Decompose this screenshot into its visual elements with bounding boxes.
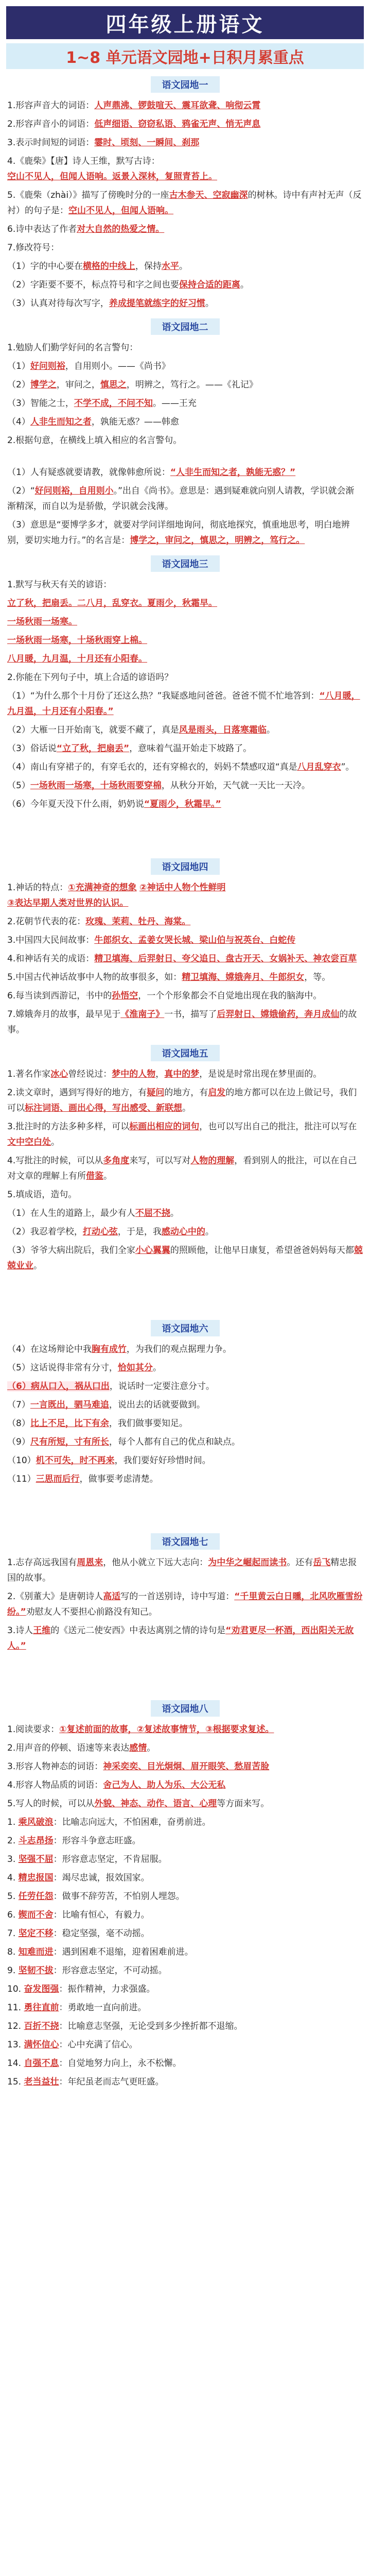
word-item: 2. 斗志昂扬：形容斗争意志旺盛。 [7,1836,141,1846]
question: （10）机不可失，时不再来，我们要好好珍惜时间。 [7,1455,211,1466]
word-item: 4. 精忠报国：竭尽忠诚，报效国家。 [7,1873,150,1883]
question: 1.神话的特点：①充满神奇的想象 ②神话中人物个性鲜明 ③表达早期人类对世界的认识。 [7,883,226,908]
question: （1）好问则裕，自用则小。——《尚书》 [7,361,170,371]
question: 2.用声音的停顿、语速等来表达感情。 [7,1743,156,1753]
proverb-line: 立了秋，把扇丢。二八月，乱穿衣。夏雨少，秋霜早。 [7,598,217,608]
section-heading: 语文园地五 [7,1045,363,1061]
question: （2）大雁一日开始南飞，就要不藏了，真是风是雨头，日落寒霜临。 [7,725,275,735]
question: 2.你能在下列句子中，填上合适的谚语吗？ [7,672,173,683]
section-unit-8 [7,1700,363,2090]
proverb-line: 一场秋雨一场寒，十场秋雨穿上棉。 [7,635,147,646]
question: （2）字距要不要不，标点符号和字之间也要保持合适的距离。 [7,280,249,290]
page-title: 四年级上册语文 [6,6,364,39]
question: （1）在人生的道路上，最少有人不屈不挠。 [7,1208,179,1218]
word-item: 11. 勇往直前：勇敢地一直向前进。 [7,2003,147,2013]
question: 1.志存高远我国有周恩来，他从小就立下远大志向：为中华之崛起而读书。还有岳飞精忠报国的故事。 [7,1557,357,1583]
question: （11）三思而后行，做事要考虑清楚。 [7,1474,158,1484]
question: 5.《鹿柴（zhài）》描写了傍晚时分的一座古木参天、空寂幽深的树林。诗中有声衬无声（反衬）的句子是：空山不见人，但闻人语响。 [7,190,362,216]
proverb-line: 一场秋雨一场寒。 [7,617,77,627]
section-unit-1 [7,76,363,311]
question: （1）人有疑惑就要请教，就像韩愈所说：“人非生而知之者，孰能无惑？” [7,467,296,478]
question: 3.形容人物神态的词语：神采奕奕、目光炯炯、眉开眼笑、愁眉苦脸 [7,1761,270,1772]
section-unit-2 [7,318,363,548]
question: 3.诗人王维的《送元二使安西》中表达离别之情的诗句是“劝君更尽一杯酒，西出阳关无故人。” [7,1625,354,1651]
page-subtitle: 1~8 单元语文园地+日积月累重点 [6,43,364,69]
word-item: 15. 老当益壮：年纪虽老而志气更旺盛。 [7,2077,164,2087]
question: 6.诗中表达了作者对大自然的热爱之情。 [7,224,165,234]
question: 7.嫦娥奔月的故事，最早见于《淮南子》一书，描写了后羿射日、嫦娥偷药，奔月成仙的故事。 [7,1009,357,1035]
question: （4）在这场辩论中我胸有成竹，为我们的观点据理力争。 [7,1344,232,1354]
question: 1.阅读要求：①复述前面的故事，②复述故事情节，③根据要求复述。 [7,1724,274,1735]
question: （1）“为什么那个十月份了还这么热？”我疑惑地问爸爸。爸爸不慌不忙地答到：“八月暖，九月温，十月还有小阳春。” [7,691,360,717]
question: 4.《鹿柴》【唐】诗人王维，默写古诗： 空山不见人，但闻人语响。返景入深林，复照青苔上。 [7,156,217,182]
section-unit-3 [7,555,363,812]
question: 2.读文章时，遇到写得好的地方，有疑问的地方，有启发的地方都可以在边上做记号，我们可以标注词语、画出心得，写出感受、新联想。 [7,1088,357,1113]
question: （2）我忍着学校，打动心弦，于是，我感动心中的。 [7,1227,214,1237]
word-item: 13. 满怀信心：心中充满了信心。 [7,2040,138,2050]
question: （8）比上不足，比下有余，我们做事要知足。 [7,1418,188,1429]
question: 3.批注时的方法多种多样，可以标画出相应的词句，也可以写出自己的批注，批注可以写在文中空白处。 [7,1122,357,1147]
question: 1.著名作家冰心曾经说过：梦中的人物，真中的梦，是说是时常出现在梦里面的。 [7,1069,322,1079]
question: 2.花朝节代表的花：玫瑰、茉莉、牡丹、海棠。 [7,917,191,927]
word-item: 1. 乘风破浪：比喻志向远大，不怕困难，奋勇前进。 [7,1817,211,1827]
question: 4.和神话有关的成语：精卫填海、后羿射日、夸父追日、盘古开天、女娲补天、神农尝百草 [7,954,357,964]
question: （4）南山有穿裙子的，有穿毛衣的，还有穿棉衣的，妈妈不禁感叹道“真是八月乱穿衣”。 [7,762,355,772]
section-heading: 语文园地一 [7,76,363,93]
word-item: 14. 自强不息：自觉地努力向上，永不松懈。 [7,2058,182,2069]
word-item: 9. 坚韧不拔：形容意志坚定，不可动摇。 [7,1965,167,1976]
question: （4）人非生而知之者，孰能无惑？——韩愈 [7,417,179,427]
section-unit-4 [7,858,363,1038]
question: （7）一言既出，驷马难追，说出去的话就要做到。 [7,1400,205,1410]
word-item: 5. 任劳任怨：做事不辞劳苦，不怕别人埋怨。 [7,1891,185,1902]
word-item: 12. 百折不挠：比喻意志坚强，无论受到多少挫折都不退缩。 [7,2021,243,2031]
question: 3.中国四大民间故事：牛郎织女、孟姜女哭长城、梁山伯与祝英台、白蛇传 [7,935,296,945]
section-unit-6 [7,1320,363,1487]
proverb-line: 八月暖，九月温，十月还有小阳春。 [7,654,147,664]
question: 6.每当读到西游记，书中的孙悟空，一个个形象都会不自觉地出现在我的脑海中。 [7,991,322,1001]
word-item: 6. 锲而不舍：比喻有恒心，有毅力。 [7,1910,150,1920]
question: 7.修改符号： [7,243,60,253]
section-heading: 语文园地二 [7,318,363,335]
question: （3）俗话说“立了秋，把扇丢”，意味着气温开始走下坡路了。 [7,743,252,754]
question: （5）一场秋雨一场寒，十场秋雨要穿棉，从秋分开始，天气就一天比一天冷。 [7,781,310,791]
question: 1.默写与秋天有关的谚语： [7,580,112,590]
question: （6）今年夏天没下什么雨，奶奶说“夏雨少，秋霜早。” [7,799,221,809]
question: 4.写批注的时候，可以从多角度来写，可以写对人物的理解，看到别人的批注，可以在自己对文章的理解上有所借鉴。 [7,1156,357,1181]
section-heading: 语文园地四 [7,858,363,875]
question: （6）病从口入，祸从口出，说话时一定要注意分寸。 [7,1381,215,1392]
question: 2.《别董大》是唐朝诗人高适写的一首送别诗，诗中写道：“千里黄云白日曛，北风吹雁雪纷纷。”劝慰友人不要担心前路没有知己。 [7,1591,363,1617]
question: 5.填成语，造句。 [7,1190,77,1200]
question: （3）智能之士，不学不成，不问不知。——王充 [7,398,197,409]
question: （1）字的中心要在横格的中线上，保持水平。 [7,261,188,272]
word-item: 8. 知难而进：遇到困难不退缩，迎着困难前进。 [7,1947,193,1957]
question: 1.勉励人们勤学好问的名言警句： [7,343,138,353]
question: （2）博学之，审问之，慎思之，明辨之，笃行之。——《礼记》 [7,380,258,390]
word-item: 3. 坚强不屈：形容意志坚定，不肯屈服。 [7,1854,167,1865]
question: 3.表示时间短的词语：霎时、顷刻、一瞬间、刹那 [7,138,200,148]
question: 4.形容人物品质的词语：舍己为人、助人为乐、大公无私 [7,1780,226,1790]
section-unit-5 [7,1045,363,1274]
question: （3）认真对待每次写字，养成提笔就练字的好习惯。 [7,298,214,309]
question: 5.中国古代神话故事中人物的故事很多，如：精卫填海、嫦娥奔月、牛郎织女，等。 [7,972,331,982]
question: 2.形容声音小的词语：低声细语、窃窃私语、鸦雀无声、悄无声息 [7,119,261,129]
question: （2）“好问则裕，自用则小。”出自《尚书》。意思是：遇到疑难就向别人请教，学识就会渐渐精深，而自以为是骄傲，学识就会浅薄。 [7,486,355,512]
section-heading: 语文园地六 [7,1320,363,1336]
section-unit-7 [7,1533,363,1654]
word-item: 10. 奋发图强：振作精神，力求强盛。 [7,1984,155,1994]
section-heading: 语文园地三 [7,555,363,572]
section-heading: 语文园地七 [7,1533,363,1550]
section-heading: 语文园地八 [7,1700,363,1717]
question: 1.形容声音大的词语：人声鼎沸、锣鼓喧天、震耳欲聋、响彻云霄 [7,100,261,111]
question: 5.写人的时候，可以从外貌、神态、动作、语言、心理等方面来写。 [7,1799,270,1809]
question: （3）意思是“要博学多才，就要对学问详细地询问，彻底地探究，慎重地思考，明白地辨别，要切实地力行。”的名言是：博学之，审问之，慎思之，明辨之，笃行之。 [7,520,350,546]
question: （3）爷爷大病出院后，我们全家小心翼翼的照顾他，让他早日康复，希望爸爸妈妈每天都兢兢业业。 [7,1245,363,1271]
question: 2.根据句意，在横线上填入相应的名言警句。 [7,435,182,446]
word-item: 7. 坚定不移：稳定坚强，毫不动摇。 [7,1928,150,1939]
question: （5）这话说得非常有分寸，恰如其分。 [7,1363,162,1373]
question: （9）尺有所短，寸有所长，每个人都有自己的优点和缺点。 [7,1437,240,1447]
